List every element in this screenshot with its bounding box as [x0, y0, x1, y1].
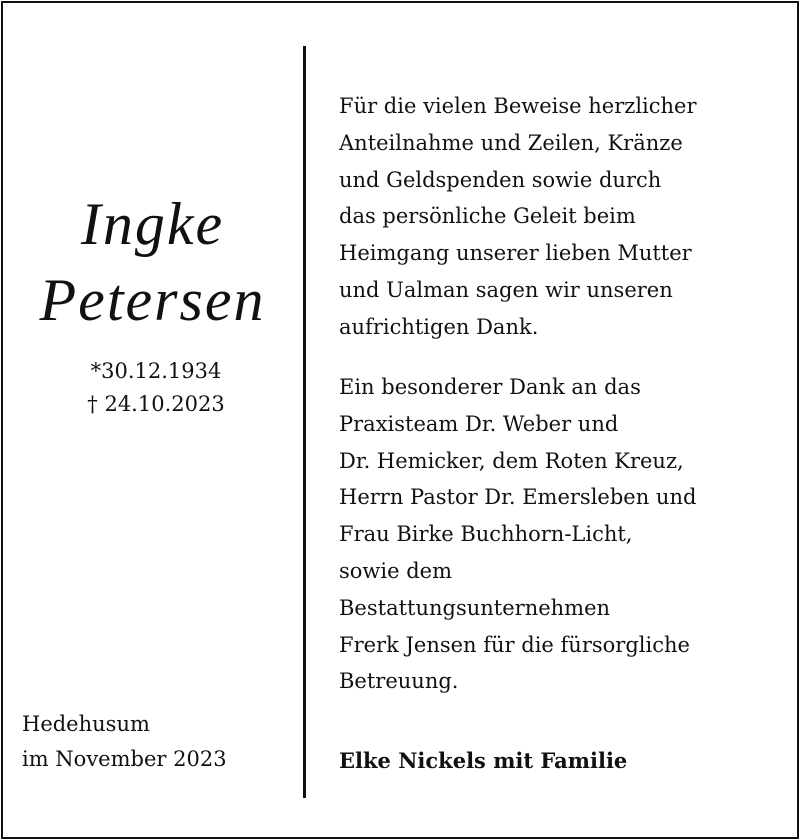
text-line: Herrn Pastor Dr. Emersleben und: [339, 485, 697, 510]
signature: Elke Nickels mit Familie: [339, 748, 628, 773]
thanks-paragraph: [339, 88, 787, 346]
text-line: aufrichtigen Dank.: [339, 314, 539, 339]
place-line: Hedehusum: [22, 712, 150, 736]
text-line: Bestattungsunternehmen: [339, 595, 611, 620]
place-and-date: [22, 707, 227, 777]
vertical-divider: [303, 46, 306, 798]
birth-date: *30.12.1934: [90, 359, 222, 383]
text-line: Frau Birke Buchhorn-Licht,: [339, 522, 633, 547]
text-line: Für die vielen Beweise herzlicher: [339, 94, 697, 118]
text-line: Frerk Jensen für die fürsorgliche: [339, 632, 690, 657]
death-date: † 24.10.2023: [87, 392, 225, 416]
text-line: Ein besonderer Dank an das: [339, 375, 641, 399]
deceased-first-name: Ingke: [80, 191, 225, 257]
text-line: und Geldspenden sowie durch: [339, 167, 662, 192]
deceased-last-name: Petersen: [39, 267, 266, 333]
month-line: im November 2023: [22, 747, 227, 771]
text-line: das persönliche Geleit beim: [339, 204, 636, 229]
text-line: Praxisteam Dr. Weber und: [339, 411, 619, 436]
text-line: Anteilnahme und Zeilen, Kränze: [339, 130, 683, 155]
text-line: Dr. Hemicker, dem Roten Kreuz,: [339, 448, 684, 473]
life-dates: [0, 355, 312, 421]
text-line: Betreuung.: [339, 669, 459, 694]
text-line: sowie dem: [339, 558, 452, 583]
text-line: und Ualman sagen wir unseren: [339, 277, 673, 302]
text-line: Heimgang unserer lieben Mutter: [339, 241, 692, 266]
special-thanks-paragraph: [339, 369, 787, 700]
